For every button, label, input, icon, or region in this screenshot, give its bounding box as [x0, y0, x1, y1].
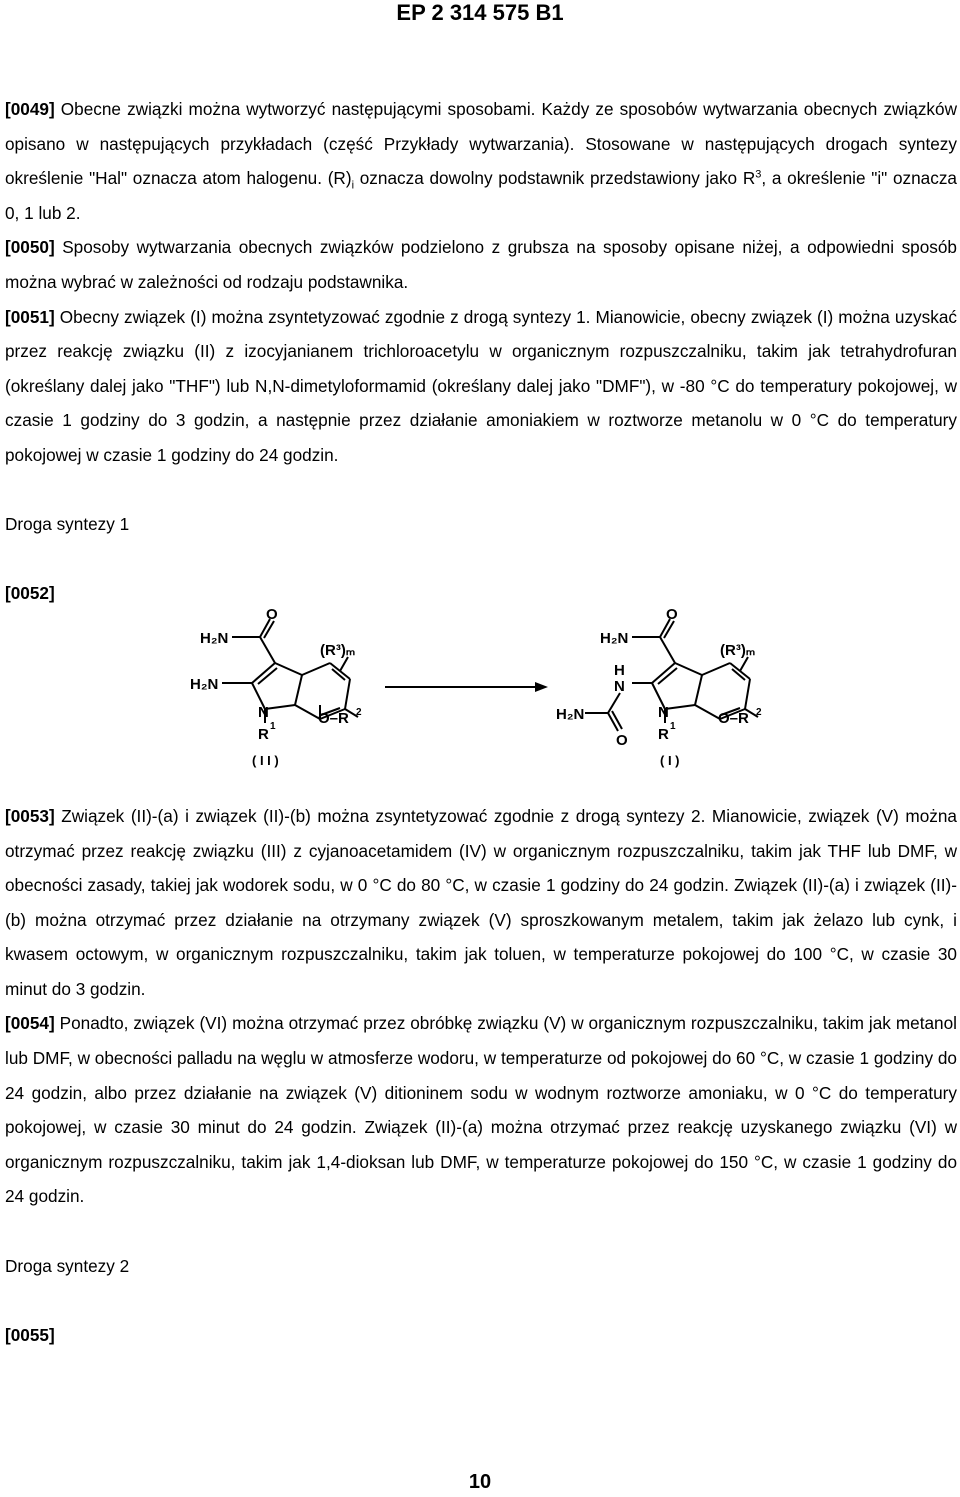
right-n-ring-label: N	[658, 704, 669, 721]
paragraph-text: Obecny związek (I) można zsyntetyzować zgodnie z drogą syntezy 1. Mianowicie, obecny związek (I) można uzyskać przez reakcję związku (II) z izocyjanianem trichloroacetylu w organicznym rozpuszczalniku, takim jak tetrahydrofuran (określany dalej jako "THF") lub N,N-dimetyloformamid (określany dalej jako "DMF"), w -80 °C do temperatury pokojowej, w czasie 1 godziny do 3 godzin, a następnie przez działanie amoniakiem w roztworze metanolu w 0 °C do temperatury pokojowej w czasie 1 godziny do 24 godzin.	[5, 306, 957, 465]
route-2-heading: Droga syntezy 2	[5, 1255, 130, 1276]
right-n-mid-label: N	[614, 678, 625, 695]
page-number: 10	[468, 1471, 492, 1493]
paragraph-0050	[5, 230, 957, 299]
reaction-arrow	[385, 682, 548, 692]
paragraph-0049	[5, 92, 957, 230]
synthesis-route-1-scheme	[180, 605, 780, 775]
paragraph-number: [0053]	[5, 805, 55, 826]
paragraph-number: [0050]	[5, 237, 55, 258]
compound-ii-structure	[222, 619, 358, 723]
paragraph-number: [0054]	[5, 1013, 55, 1034]
superscript: 3	[755, 168, 762, 181]
paragraph-number: [0049]	[5, 99, 55, 119]
paragraph-text: , a określenie "i" oznacza 0, 1 lub 2.	[5, 168, 957, 223]
left-o-top-label: O	[266, 606, 278, 623]
left-r1-label: R	[258, 726, 269, 743]
right-or2-sup: 2	[756, 707, 762, 718]
paragraph-text: Obecne związki można wytworzyć następującymi sposobami. Każdy ze sposobów wytwarzania obecnych związków opisano w następujących przykładach (część Przykłady wytwarzania). Stosowane w następujących drogach syntezy określenie "Hal" oznacza atom halogenu. (R)	[5, 99, 957, 189]
left-r1-sup: 1	[270, 721, 276, 732]
paragraph-text: Ponadto, związek (VI) można otrzymać przez obróbkę związku (V) w organicznym rozpuszczalniku, takim jak metanol lub DMF, w obecności palladu na węglu w atmosferze wodoru, w temperaturze od pokojowej do 60 °C, w czasie 1 godziny do 24 godzin, albo przez działanie na związek (V) ditioninem sodu w wodnym roztworze amoniaku, w 0 °C do temperatury pokojowej, w czasie 30 minut do 24 godzin. Związek (II)-(a) można otrzymać przez reakcję uzyskanego związku (VI) w organicznym rozpuszczalniku, takim jak 1,4-dioksan lub DMF, w temperaturze pokojowej do 150 °C, w czasie 1 godziny do 24 godzin.	[5, 1013, 957, 1207]
paragraph-text: oznacza dowolny podstawnik przedstawiony jako R	[354, 168, 756, 189]
left-h2n-top-label: H₂N	[200, 630, 229, 647]
document-number-header: EP 2 314 575 B1	[396, 0, 564, 25]
paragraph-text: Sposoby wytwarzania obecnych związków podzielono z grubsza na sposoby opisane niżej, a odpowiedni sposób można wybrać w zależności od rodzaju podstawnika.	[5, 237, 957, 292]
right-o-low-label: O	[616, 732, 628, 749]
left-n-ring-label: N	[258, 704, 269, 721]
right-o-top-label: O	[666, 606, 678, 623]
paragraph-number: [0055]	[5, 1324, 55, 1345]
paragraph-0051	[5, 300, 957, 473]
right-r1-sup: 1	[670, 721, 676, 732]
left-h2n-mid-label: H₂N	[190, 676, 219, 693]
right-r3m-label: (R³)ₘ	[720, 642, 756, 659]
paragraph-text: Związek (II)-(a) i związek (II)-(b) można zsyntetyzować zgodnie z drogą syntezy 2. Mianowicie, związek (V) można otrzymać przez reakcję związku (III) z cyjanoacetamidem (IV) w organicznym rozpuszczalniku, takim jak THF lub DMF, w obecności zasady, takiej jak wodorek sodu, w 0 °C do 80 °C, w czasie 1 godziny do 24 godzin. Związek (II)-(a) i związek (II)-(b) można otrzymać przez działanie na otrzymany związek (V) sproszkowanym metalem, takim jak żelazo lub cynk, i kwasem octowym, w organicznym rozpuszczalniku, takim jak toluen, w temperaturze pokojowej do 100 °C, w czasie 30 minut do 3 godzin.	[5, 805, 957, 999]
left-or2-sup: 2	[356, 707, 362, 718]
right-or2-label: O–R	[718, 710, 749, 727]
compound-ii-label: ( I I )	[252, 753, 279, 768]
right-h2n-low-label: H₂N	[556, 706, 585, 723]
route-1-heading: Droga syntezy 1	[5, 514, 130, 535]
reaction-scheme-svg	[180, 605, 780, 775]
paragraph-0054	[5, 1006, 957, 1214]
paragraph-number: [0051]	[5, 306, 55, 327]
left-r3m-label: (R³)ₘ	[320, 642, 356, 659]
paragraph-0055	[5, 1318, 957, 1353]
right-h2n-top-label: H₂N	[600, 630, 629, 647]
paragraph-number: [0052]	[5, 583, 55, 604]
left-or2-label: O–R	[318, 710, 349, 727]
compound-i-label: ( I )	[660, 753, 680, 768]
paragraph-0053	[5, 799, 957, 1007]
subscript: i	[351, 179, 355, 192]
right-h-label: H	[614, 662, 625, 679]
right-r1-label: R	[658, 726, 669, 743]
